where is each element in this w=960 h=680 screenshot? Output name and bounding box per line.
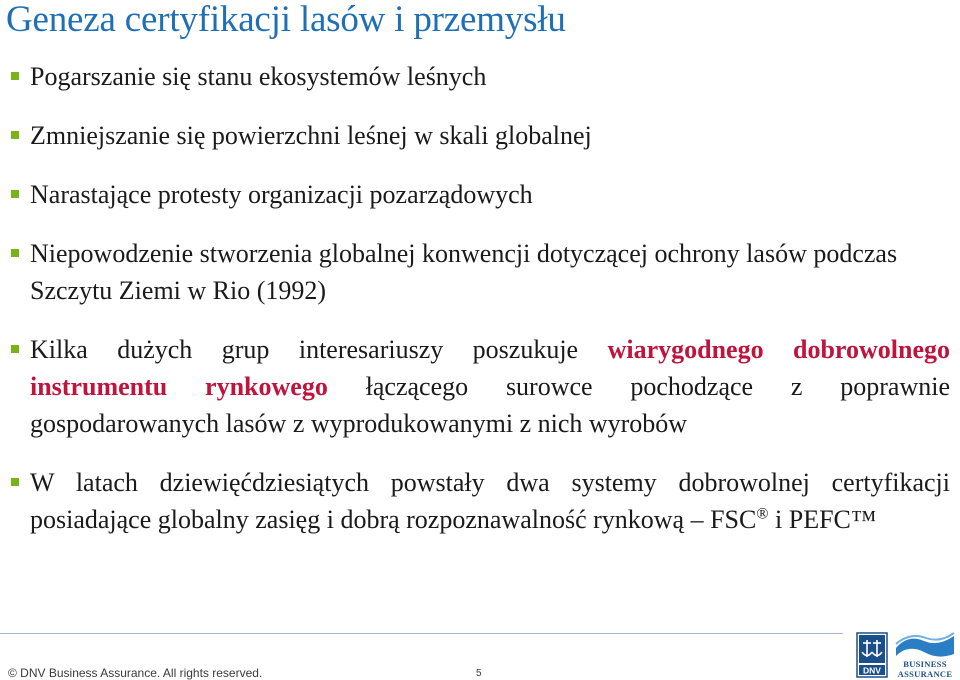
dnv-logo-icon <box>856 632 888 678</box>
bullet-item <box>10 464 950 538</box>
bullet-text: W latach dziewięćdziesiątych powstały dwa systemy dobrowolnej certyfikacji posiadające globalny zasięg i dobrą rozpoznawalność rynkową – FSC <box>30 468 950 534</box>
bullet-item <box>10 58 950 95</box>
business-assurance-wave-icon <box>894 632 956 658</box>
bullet-text: łączącego surowce pochodzące z poprawnie gospodarowanych lasów z wyprodukowanymi z nich wyrobów <box>30 372 951 438</box>
bullet-list <box>10 58 950 538</box>
bullet-item <box>10 117 950 154</box>
page-number: 5 <box>476 668 482 679</box>
bullet-text: Pogarszanie się stanu ekosystemów leśnych <box>30 62 487 91</box>
footer-divider <box>0 633 843 634</box>
bullet-item <box>10 331 950 442</box>
bullet-text: Narastające protesty organizacji pozarządowych <box>30 180 533 209</box>
slide-title: Geneza certyfikacji lasów i przemysłu <box>6 0 566 40</box>
square-bullet-icon <box>11 478 19 486</box>
bullet-text: Zmniejszanie się powierzchni leśnej w skali globalnej <box>30 121 592 150</box>
bullet-item <box>10 235 950 309</box>
bullet-text: Kilka dużych grup interesariuszy poszukuje <box>30 335 608 364</box>
bullet-item <box>10 176 950 213</box>
square-bullet-icon <box>11 72 19 80</box>
square-bullet-icon <box>11 249 19 257</box>
registered-mark: ® <box>756 505 769 523</box>
square-bullet-icon <box>11 131 19 139</box>
bullet-text: Niepowodzenie stworzenia globalnej konwencji dotyczącej ochrony lasów podczas Szczytu Ziemi w Rio (1992) <box>30 239 898 305</box>
bullet-text: i PEFC™ <box>768 505 877 534</box>
bullet-highlight: wiarygodnego dobrowolnego instrumentu rynkowego <box>30 335 951 401</box>
square-bullet-icon <box>11 345 19 353</box>
dnv-logo-text: DNV <box>863 665 881 676</box>
ba-logo-line2: ASSURANCE <box>897 669 953 679</box>
ba-logo-line1: BUSINESS <box>903 659 947 669</box>
footer-copyright: © DNV Business Assurance. All rights reserved. <box>8 666 263 680</box>
square-bullet-icon <box>11 190 19 198</box>
